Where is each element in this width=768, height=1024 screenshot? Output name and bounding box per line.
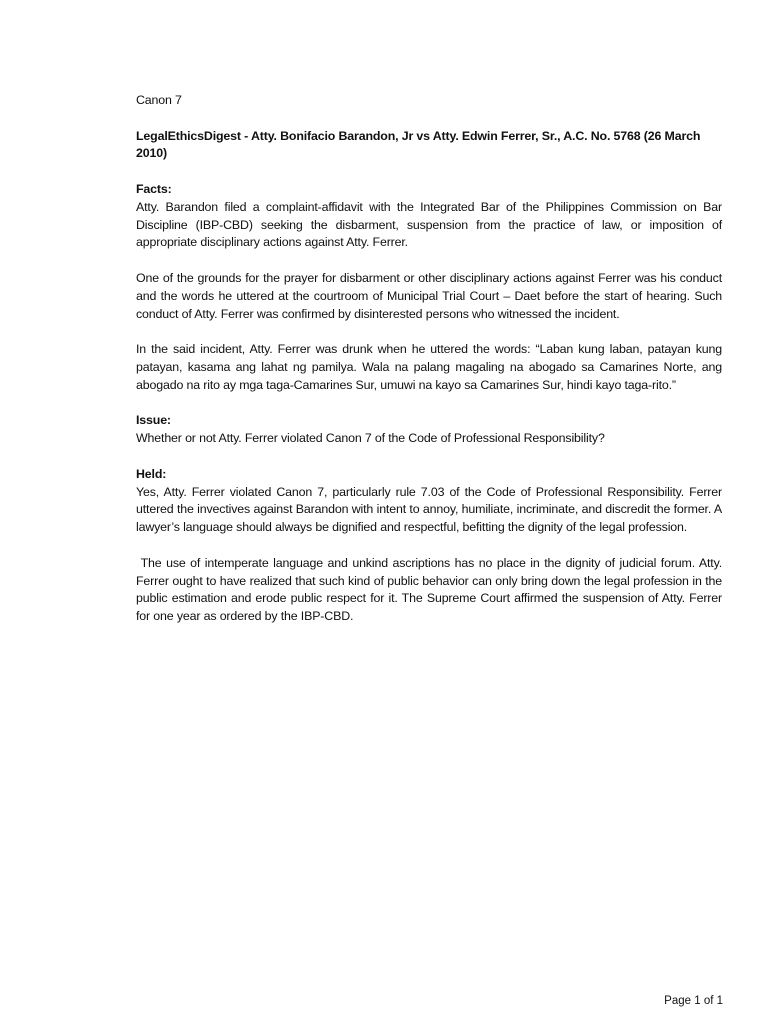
facts-paragraph-2: One of the grounds for the prayer for disbarment or other disciplinary actions against Ferrer was his conduct and the words he uttered at the courtroom of Municipal Trial Court – Daet before the start of hearing. Such conduct of Atty. Ferrer was confirmed by disinterested persons who witnessed the incident.: [136, 270, 722, 321]
facts-heading: Facts:: [136, 181, 172, 196]
facts-paragraph-1: Atty. Barandon filed a complaint-affidavit with the Integrated Bar of the Philippines Commission on Bar Discipline (IBP-CBD) seeking the disbarment, suspension from the practice of law, or imposition of appropriate disciplinary actions against Atty. Ferrer.: [136, 199, 722, 250]
held-paragraph-1: Yes, Atty. Ferrer violated Canon 7, particularly rule 7.03 of the Code of Professional Responsibility. Ferrer uttered the invectives against Barandon with intent to annoy, humiliate, incriminate, and discredit the former. A lawyer’s language should always be dignified and respectful, befitting the dignity of the legal profession.: [136, 484, 722, 535]
held-heading: Held:: [136, 466, 167, 481]
canon-label: Canon 7: [136, 93, 182, 107]
page-number: Page 1 of 1: [664, 995, 723, 1007]
document-body: [136, 92, 726, 626]
case-title: LegalEthicsDigest - Atty. Bonifacio Barandon, Jr vs Atty. Edwin Ferrer, Sr., A.C. No. 5768 (26 March 2010): [136, 128, 701, 161]
issue-heading: Issue:: [136, 413, 171, 428]
facts-paragraph-3: In the said incident, Atty. Ferrer was drunk when he uttered the words: “Laban kung laban, patayan kung patayan, kasama ang lahat ng pamilya. Wala na palang magaling na abogado sa Camarines Norte, ang abogado na rito ay mga taga-Camarines Sur, umuwi na kayo sa Camarines Sur, hindi kayo taga-rito.”: [136, 342, 722, 392]
issue-text: Whether or not Atty. Ferrer violated Canon 7 of the Code of Professional Responsibility?: [136, 431, 605, 446]
held-paragraph-2: The use of intemperate language and unkind ascriptions has no place in the dignity of judicial forum. Atty. Ferrer ought to have realized that such kind of public behavior can only bring down the legal profession in the public estimation and erode public respect for it. The Supreme Court affirmed the suspension of Atty. Ferrer for one year as ordered by the IBP-CBD.: [136, 555, 726, 624]
